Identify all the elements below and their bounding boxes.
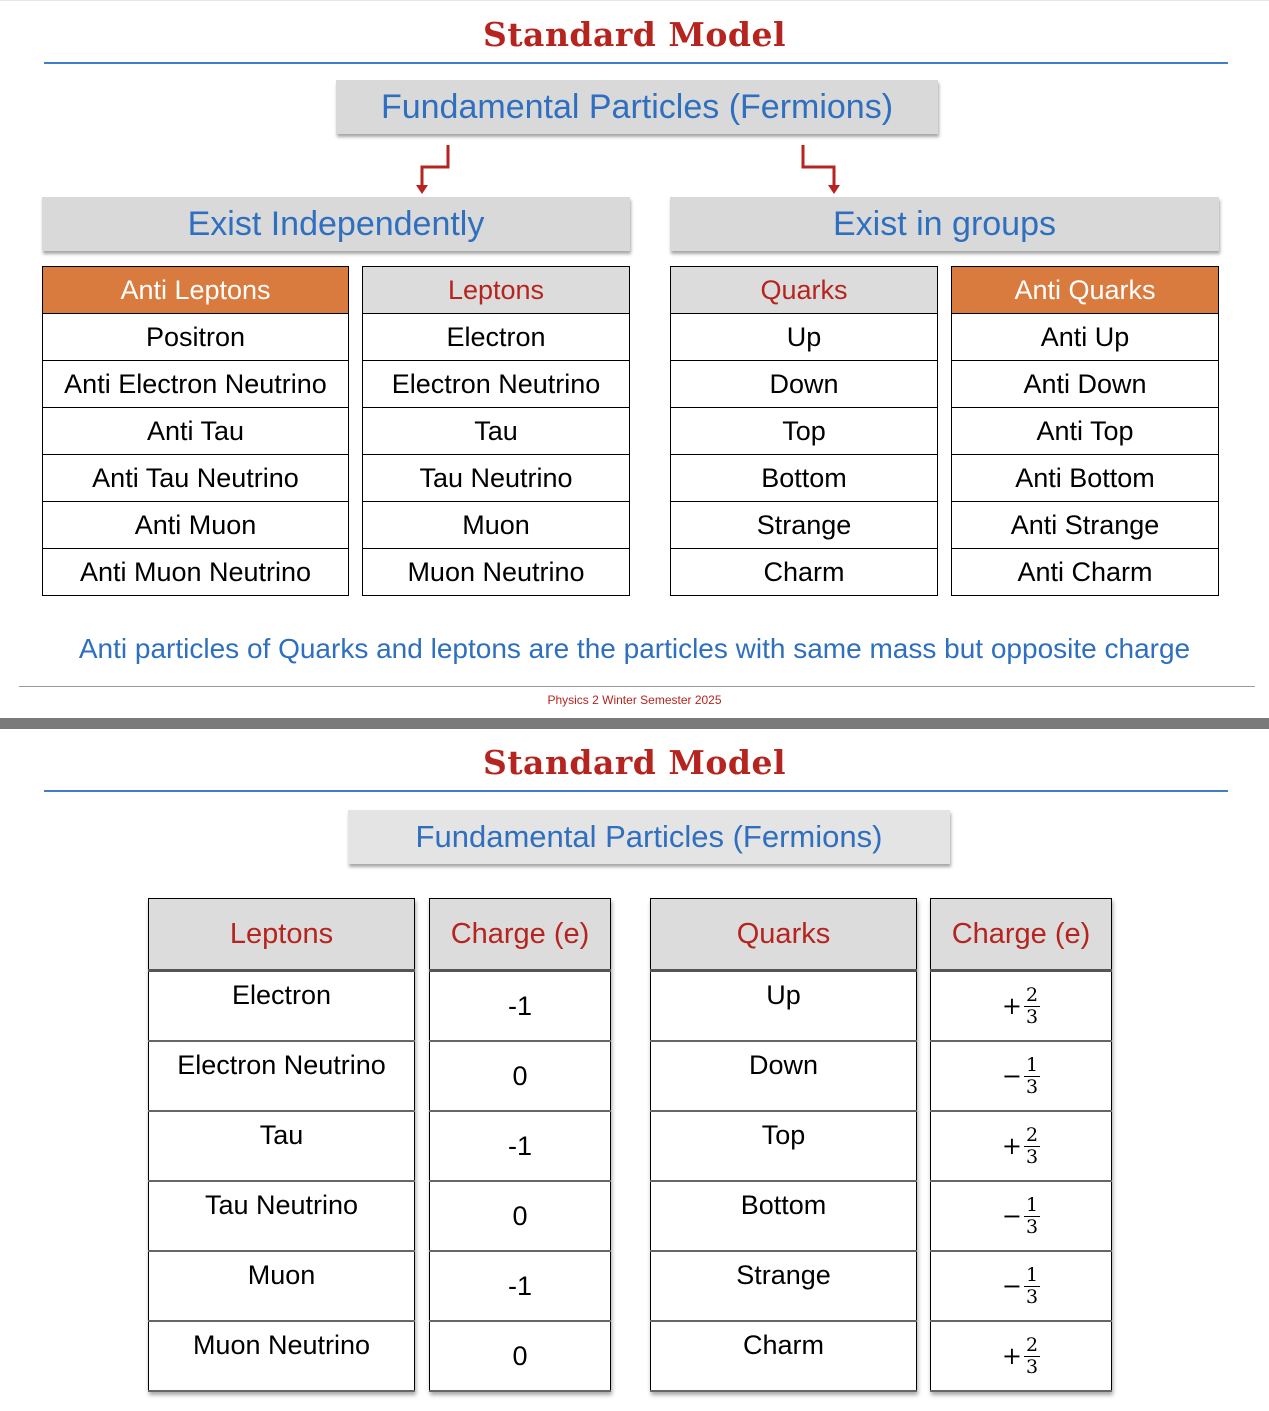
table-row xyxy=(43,314,349,361)
charge-numerator: 1 xyxy=(1026,1193,1039,1216)
lepton-name: Muon xyxy=(149,1251,415,1321)
table-row xyxy=(430,971,611,1042)
table-row xyxy=(651,1041,917,1111)
table-header: Quarks xyxy=(671,267,938,314)
table-row xyxy=(363,408,630,455)
charge-sign: − xyxy=(1001,1272,1022,1300)
table-row xyxy=(671,549,938,596)
lepton-charge: 0 xyxy=(430,1321,611,1391)
fraction xyxy=(1002,1265,1040,1308)
particle-cell: Muon xyxy=(363,502,630,549)
leptons-name-table xyxy=(148,898,415,1392)
charge-sign: + xyxy=(1001,992,1022,1020)
slide-title: Standard Model xyxy=(482,15,786,54)
lepton-charge: 0 xyxy=(430,1181,611,1251)
particle-cell: Anti Strange xyxy=(952,502,1219,549)
quarks-name-table xyxy=(650,898,917,1392)
footer-rule xyxy=(19,686,1255,687)
particle-cell: Anti Muon Neutrino xyxy=(43,549,349,596)
quarks-header: Quarks xyxy=(651,899,917,971)
lepton-name: Electron xyxy=(149,971,415,1042)
antiparticle-note: Anti particles of Quarks and leptons are the particles with same mass but opposite charge xyxy=(78,633,1191,664)
table-row xyxy=(651,1111,917,1181)
particle-cell: Positron xyxy=(43,314,349,361)
lepton-name: Electron Neutrino xyxy=(149,1041,415,1111)
lepton-name: Tau Neutrino xyxy=(149,1181,415,1251)
table-row xyxy=(43,455,349,502)
quark-name: Bottom xyxy=(651,1181,917,1251)
lepton-charge: -1 xyxy=(430,1251,611,1321)
table-row xyxy=(363,549,630,596)
particle-cell: Anti Electron Neutrino xyxy=(43,361,349,408)
particle-cell: Down xyxy=(671,361,938,408)
table-row xyxy=(931,1181,1112,1251)
slide-separator xyxy=(0,718,1269,729)
left-arrow-icon xyxy=(422,145,448,187)
charge-denominator: 3 xyxy=(1026,1355,1039,1378)
table-row xyxy=(43,361,349,408)
quarks-table xyxy=(670,266,938,596)
quarks-charge-table xyxy=(930,898,1112,1392)
charge-denominator: 3 xyxy=(1026,1145,1039,1168)
table-row xyxy=(149,971,415,1042)
lepton-charge: -1 xyxy=(430,1111,611,1181)
table-header: Anti Leptons xyxy=(43,267,349,314)
anti-leptons-table xyxy=(42,266,349,596)
table-row xyxy=(931,971,1112,1042)
charge-denominator: 3 xyxy=(1026,1005,1039,1028)
table-row xyxy=(651,971,917,1042)
lepton-name: Tau xyxy=(149,1111,415,1181)
charge-sign: + xyxy=(1001,1132,1022,1160)
particle-cell: Tau Neutrino xyxy=(363,455,630,502)
quark-name: Strange xyxy=(651,1251,917,1321)
table-row xyxy=(931,1321,1112,1391)
particle-cell: Strange xyxy=(671,502,938,549)
quark-name: Down xyxy=(651,1041,917,1111)
table-row xyxy=(149,1251,415,1321)
table-header: Leptons xyxy=(363,267,630,314)
table-row xyxy=(430,1321,611,1391)
charge-numerator: 2 xyxy=(1026,1123,1039,1146)
table-row xyxy=(931,1251,1112,1321)
charge-denominator: 3 xyxy=(1026,1285,1039,1308)
charge-numerator: 2 xyxy=(1026,1333,1039,1356)
particle-cell: Bottom xyxy=(671,455,938,502)
table-row xyxy=(952,408,1219,455)
table-row xyxy=(952,549,1219,596)
lepton-charge: 0 xyxy=(430,1041,611,1111)
quark-name: Top xyxy=(651,1111,917,1181)
particle-cell: Anti Top xyxy=(952,408,1219,455)
table-row xyxy=(149,1041,415,1111)
right-arrow-icon xyxy=(803,145,834,187)
leptons-table xyxy=(362,266,630,596)
table-row xyxy=(671,314,938,361)
left-arrowhead xyxy=(416,185,428,194)
table-row xyxy=(43,549,349,596)
quark-charge xyxy=(931,971,1112,1042)
table-row xyxy=(43,502,349,549)
leptons-charge-table xyxy=(429,898,611,1392)
slide-2 xyxy=(0,729,1269,1411)
table-row xyxy=(149,1111,415,1181)
fraction xyxy=(1002,1195,1040,1238)
slide-title: Standard Model xyxy=(482,743,786,782)
particle-cell: Tau xyxy=(363,408,630,455)
particle-cell: Anti Down xyxy=(952,361,1219,408)
table-row xyxy=(363,314,630,361)
table-row xyxy=(651,1321,917,1391)
quark-charge xyxy=(931,1251,1112,1321)
charge-numerator: 1 xyxy=(1026,1263,1039,1286)
particle-cell: Anti Muon xyxy=(43,502,349,549)
particle-cell: Anti Tau xyxy=(43,408,349,455)
charge-denominator: 3 xyxy=(1026,1215,1039,1238)
table-row xyxy=(430,1041,611,1111)
table-header: Anti Quarks xyxy=(952,267,1219,314)
charge-sign: − xyxy=(1001,1062,1022,1090)
table-row xyxy=(363,455,630,502)
quark-name: Charm xyxy=(651,1321,917,1391)
table-row xyxy=(931,1111,1112,1181)
particle-cell: Anti Bottom xyxy=(952,455,1219,502)
particle-cell: Anti Tau Neutrino xyxy=(43,455,349,502)
charge-numerator: 1 xyxy=(1026,1053,1039,1076)
table-row xyxy=(671,455,938,502)
particle-cell: Anti Charm xyxy=(952,549,1219,596)
particle-cell: Electron xyxy=(363,314,630,361)
exist-in-groups-banner: Exist in groups xyxy=(670,197,1219,251)
footer-text: Physics 2 Winter Semester 2025 xyxy=(547,693,722,707)
table-row xyxy=(952,361,1219,408)
table-row xyxy=(952,314,1219,361)
charge-sign: + xyxy=(1001,1342,1022,1370)
particle-cell: Top xyxy=(671,408,938,455)
table-row xyxy=(363,502,630,549)
table-row xyxy=(363,361,630,408)
quark-charge xyxy=(931,1111,1112,1181)
charge-denominator: 3 xyxy=(1026,1075,1039,1098)
table-row xyxy=(952,502,1219,549)
charge-numerator: 2 xyxy=(1026,983,1039,1006)
lepton-charge: -1 xyxy=(430,971,611,1042)
table-row xyxy=(931,1041,1112,1111)
particle-cell: Anti Up xyxy=(952,314,1219,361)
fraction xyxy=(1002,1335,1040,1378)
table-row xyxy=(651,1181,917,1251)
table-row xyxy=(43,408,349,455)
particle-cell: Charm xyxy=(671,549,938,596)
table-row xyxy=(952,455,1219,502)
exist-independently-banner: Exist Independently xyxy=(42,197,630,251)
table-row xyxy=(671,361,938,408)
lepton-name: Muon Neutrino xyxy=(149,1321,415,1391)
fraction xyxy=(1002,1055,1040,1098)
fermions-banner: Fundamental Particles (Fermions) xyxy=(348,810,950,864)
quark-charge-header: Charge (e) xyxy=(931,899,1112,971)
charge-sign: − xyxy=(1001,1202,1022,1230)
leptons-header: Leptons xyxy=(149,899,415,971)
fermions-banner: Fundamental Particles (Fermions) xyxy=(336,80,938,134)
particle-cell: Muon Neutrino xyxy=(363,549,630,596)
table-row xyxy=(651,1251,917,1321)
title-rule xyxy=(44,790,1228,792)
table-row xyxy=(671,502,938,549)
title-rule xyxy=(44,62,1228,64)
quark-name: Up xyxy=(651,971,917,1042)
fraction xyxy=(1002,985,1040,1028)
branch-arrows xyxy=(410,143,850,197)
table-row xyxy=(430,1251,611,1321)
fraction xyxy=(1002,1125,1040,1168)
quark-charge xyxy=(931,1321,1112,1391)
particle-cell: Electron Neutrino xyxy=(363,361,630,408)
table-row xyxy=(430,1111,611,1181)
particle-cell: Up xyxy=(671,314,938,361)
quark-charge xyxy=(931,1181,1112,1251)
table-row xyxy=(149,1181,415,1251)
table-row xyxy=(430,1181,611,1251)
right-arrowhead xyxy=(828,185,840,194)
anti-quarks-table xyxy=(951,266,1219,596)
table-row xyxy=(671,408,938,455)
lepton-charge-header: Charge (e) xyxy=(430,899,611,971)
quark-charge xyxy=(931,1041,1112,1111)
table-row xyxy=(149,1321,415,1391)
